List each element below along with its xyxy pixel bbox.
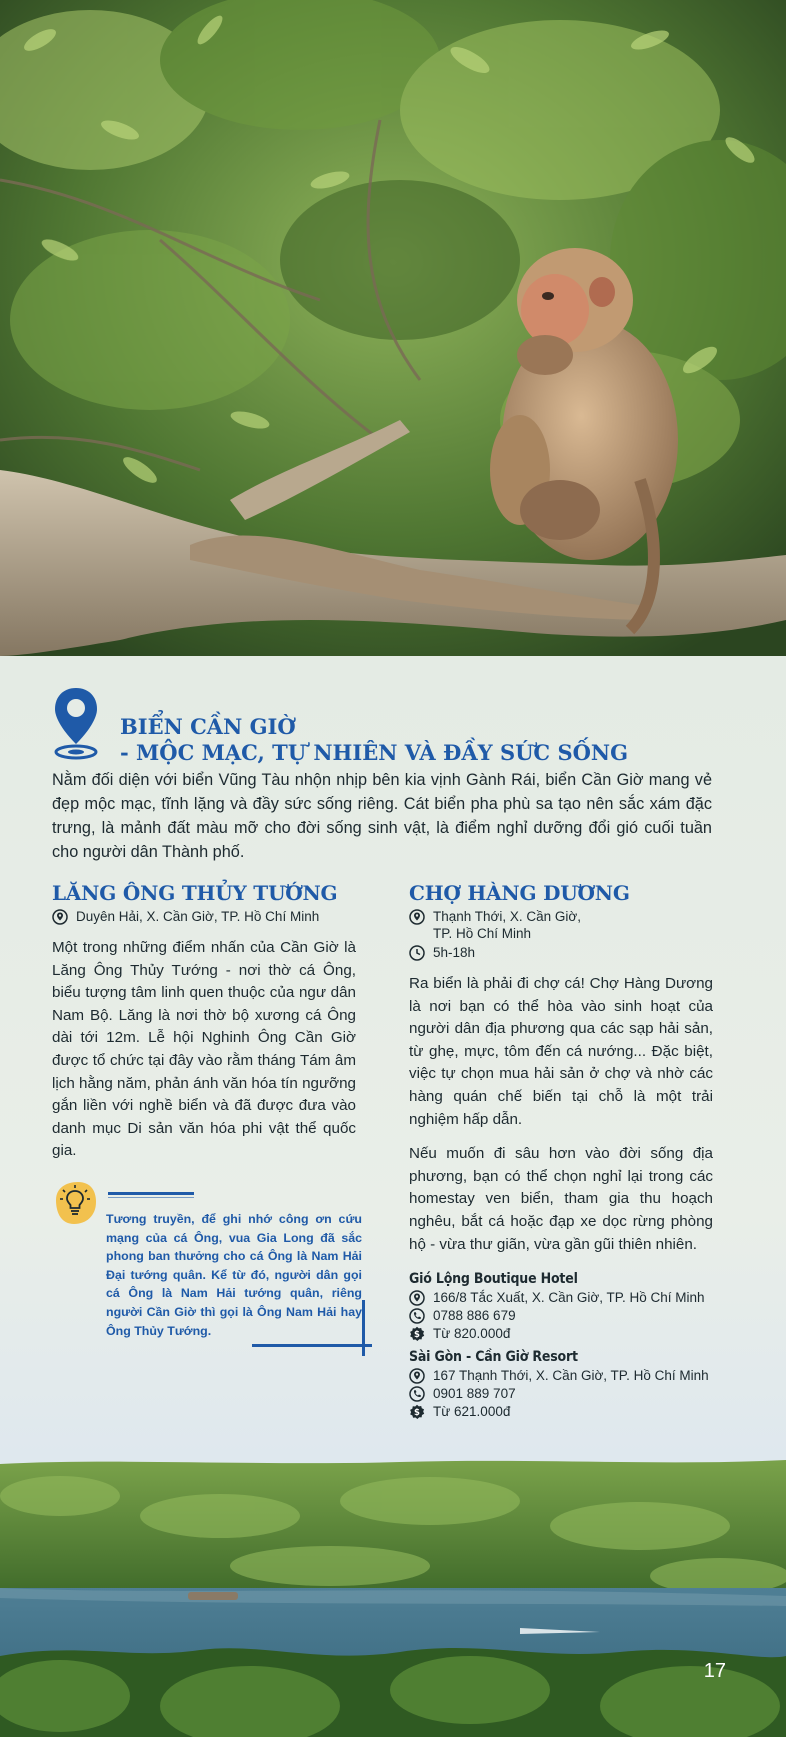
main-title-line2: - MỘC MẠC, TỰ NHIÊN VÀ ĐẦY SỨC SỐNG	[120, 740, 629, 765]
address-row	[409, 908, 713, 942]
location-icon	[409, 1290, 425, 1306]
location-icon	[52, 909, 68, 925]
hotel-item	[409, 1348, 713, 1420]
section-lang-ong	[52, 880, 356, 1163]
clock-icon	[409, 945, 425, 961]
hotel-phone: 0901 889 707	[433, 1386, 516, 1402]
hotel-address: 167 Thạnh Thới, X. Cần Giờ, TP. Hồ Chí Minh	[433, 1368, 709, 1384]
hotel-name: Gió Lộng Boutique Hotel	[409, 1271, 578, 1288]
hours-text: 5h-18h	[433, 945, 476, 960]
tip-divider-bottom	[252, 1344, 372, 1347]
hero-photo-monkey	[0, 0, 786, 656]
intro-paragraph: Nằm đối diện với biển Vũng Tàu nhộn nhịp bên kia vịnh Gành Rái, biển Cần Giờ mang vẻ đẹp mộc mạc, tĩnh lặng và đầy sức sống riêng. Cát biển pha phù sa tạo nên sắc xám đặc trưng, là mảnh đất màu mỡ cho đời sống sinh vật, là điểm nghỉ dưỡng đổi gió cuối tuần cho người dân Thành phố.	[52, 771, 712, 861]
hours-row	[409, 944, 713, 961]
lightbulb-icon	[52, 1180, 98, 1226]
hotel-price-row	[409, 1325, 713, 1342]
section-title-lang-ong: LĂNG ÔNG THỦY TƯỚNG	[52, 881, 338, 905]
location-icon	[409, 1368, 425, 1384]
price-icon	[409, 1326, 425, 1342]
main-title-line1: BIỂN CẦN GIỜ	[120, 714, 296, 739]
section-cho-hang-duong	[409, 880, 713, 1420]
section-title-cho-hang-duong: CHỢ HÀNG DƯƠNG	[409, 881, 630, 905]
address-text: Duyên Hải, X. Cần Giờ, TP. Hồ Chí Minh	[76, 909, 320, 924]
hotel-name: Sài Gòn - Cần Giờ Resort	[409, 1349, 578, 1366]
price-icon	[409, 1404, 425, 1420]
svg-text:$: $	[414, 1330, 420, 1341]
tip-divider-top	[108, 1192, 194, 1195]
hotel-address-row	[409, 1289, 713, 1306]
cho-description-1: Ra biển là phải đi chợ cá! Chợ Hàng Dương là nơi bạn có thể hòa vào sinh hoạt của người dân địa phương qua các sạp hải sản, từ ghẹ, mực, tôm đến cá nướng... Đặc biệt, việc tự chọn mua hải sản ở chợ và nhờ các hàng quán chế biến tại chỗ là một trải nghiệm hấp dẫn.	[409, 975, 713, 1128]
main-title	[120, 714, 628, 766]
hotel-address-row	[409, 1367, 713, 1384]
hotel-item	[409, 1270, 713, 1342]
cho-description-2: Nếu muốn đi sâu hơn vào đời sống địa phương, bạn có thể chọn nghỉ lại trong các homestay ven biển, tham gia thu hoạch nghêu, bắt cá hoặc đạp xe dọc rừng phòng hộ - vừa thư giãn, vừa gần gũi thiên nhiên.	[409, 1145, 713, 1253]
hotel-address: 166/8 Tắc Xuất, X. Cần Giờ, TP. Hồ Chí Minh	[433, 1290, 705, 1306]
address-line2: TP. Hồ Chí Minh	[433, 926, 532, 941]
svg-text:$: $	[414, 1408, 420, 1419]
tip-text: Tương truyền, để ghi nhớ công ơn cứu mạng của cá Ông, vua Gia Long đã sắc phong ban thưởng cho cá Ông là Nam Hải Đại tướng quân. Kể từ đó, người dân gọi cá Ông là Nam Hải tướng quân, riêng người Cần Giờ thì gọi là Ông Nam Hải hay Ông Thủy Tướng.	[106, 1212, 362, 1338]
address-text	[433, 908, 713, 942]
tip-divider-top-thin	[108, 1197, 194, 1198]
map-pin-icon	[52, 686, 100, 764]
hotel-phone-row	[409, 1385, 713, 1402]
phone-icon	[409, 1386, 425, 1402]
location-icon	[409, 909, 425, 925]
lang-ong-description: Một trong những điểm nhấn của Cần Giờ là Lăng Ông Thủy Tướng - nơi thờ cá Ông, biểu tượng tâm linh quen thuộc của ngư dân Nam Bộ. Lăng là nơi thờ bộ xương cá Ông dài tới 12m. Lễ hội Nghinh Ông Cần Giờ được tổ chức tại đây vào rằm tháng Tám âm lịch hằng năm, phản ánh văn hóa tín ngưỡng gắn liền với nghề biển và đã được đưa vào danh mục Di sản văn hóa phi vật thể quốc gia.	[52, 939, 356, 1160]
hotel-price: Từ 820.000đ	[433, 1326, 511, 1342]
hotel-phone: 0788 886 679	[433, 1308, 516, 1324]
tip-divider-vertical	[362, 1300, 365, 1356]
hotel-price-row	[409, 1403, 713, 1420]
address-line1: Thạnh Thới, X. Cần Giờ,	[433, 909, 582, 924]
phone-icon	[409, 1308, 425, 1324]
mangrove-river-photo	[0, 1456, 786, 1737]
hotel-phone-row	[409, 1307, 713, 1324]
hotel-price: Từ 621.000đ	[433, 1404, 511, 1420]
tip-box	[52, 1180, 372, 1350]
address-row	[52, 908, 356, 925]
page-number: 17	[703, 1660, 726, 1682]
